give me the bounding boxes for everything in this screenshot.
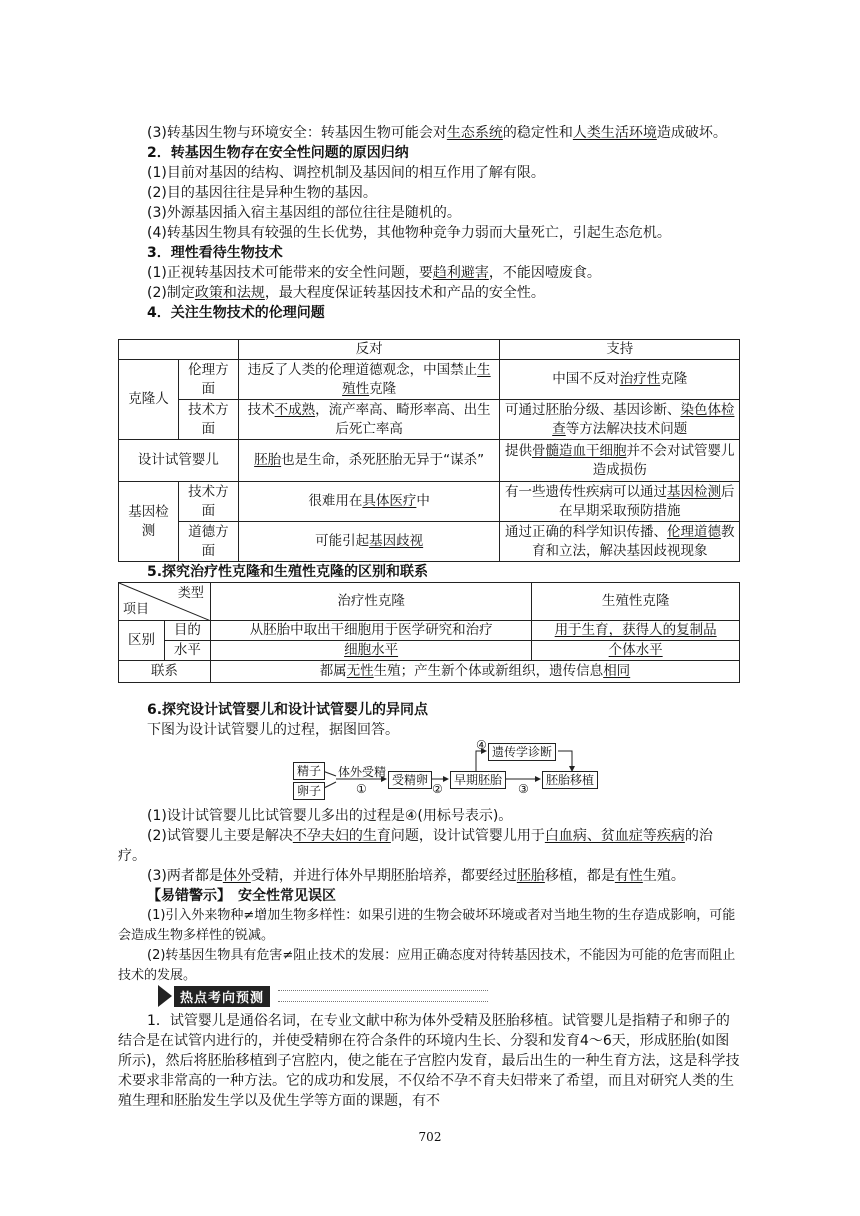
box-embryo-transfer: 胚胎移植	[542, 771, 598, 789]
ethics-table	[118, 339, 740, 562]
baby-support: 提供骨髓造血干细胞并不会对试管婴儿造成损伤	[500, 440, 740, 482]
sub-purpose: 目的	[164, 621, 210, 641]
answer-2: (2)试管婴儿主要是解决不孕夫妇的生育问题，设计试管婴儿用于白血病、贫血症等疾病的治疗。	[118, 828, 713, 864]
label-step-4: ④	[476, 738, 487, 752]
label-ivf: 体外受精	[338, 765, 387, 779]
heading-6: 6.探究设计试管婴儿和设计试管婴儿的异同点	[147, 702, 429, 718]
sub-gene-moral: 道德方面	[178, 522, 238, 562]
purpose-reproductive: 用于生育，获得人的复制品	[532, 621, 740, 641]
dotted-divider	[278, 990, 488, 1002]
header-reproductive: 生殖性克隆	[532, 583, 740, 621]
reason-1: (1)目前对基因的结构、调控机制及基因间的相互作用了解有限。	[147, 165, 545, 181]
clone-ethic-oppose: 违反了人类的伦理道德观念，中国禁止生殖性克隆	[238, 360, 500, 400]
warning-1: (1)引入外来物种≠增加生物多样性：如果引进的生物会破坏环境或者对当地生物的生存造成影响，可能会造成生物多样性的锐减。	[118, 908, 736, 943]
heading-2: 2．转基因生物存在安全性问题的原因归纳	[147, 145, 409, 161]
ivf-flow-diagram	[290, 738, 600, 800]
row-gene-test: 基因检测	[119, 482, 179, 562]
gene-tech-support: 有一些遗传性疾病可以通过基因检测后在早期采取预防措施	[500, 482, 740, 522]
sub-level: 水平	[164, 641, 210, 661]
header-therapeutic: 治疗性克隆	[210, 583, 531, 621]
label-step-2: ②	[432, 782, 443, 796]
row-difference: 区别	[119, 621, 165, 661]
reason-2: (2)目的基因往往是异种生物的基因。	[147, 185, 377, 201]
purpose-therapeutic: 从胚胎中取出干细胞用于医学研究和治疗	[210, 621, 531, 641]
heading-4: 4．关注生物技术的伦理问题	[147, 305, 325, 321]
label-step-1: ①	[356, 782, 367, 796]
heading-5: 5.探究治疗性克隆和生殖性克隆的区别和联系	[147, 564, 429, 580]
table-corner	[119, 340, 239, 360]
row-design-baby: 设计试管婴儿	[119, 440, 239, 482]
sub-ethic: 伦理方面	[178, 360, 238, 400]
hot-topic-banner	[158, 985, 488, 1007]
warning-title: 【易错警示】 安全性常见误区	[147, 888, 336, 904]
box-sperm: 精子	[293, 762, 325, 780]
answer-1: (1)设计试管婴儿比试管婴儿多出的过程是④(用标号表示)。	[147, 808, 513, 824]
box-early-embryo: 早期胚胎	[450, 771, 506, 789]
clone-tech-oppose: 技术不成熟，流产率高、畸形率高、出生后死亡率高	[238, 400, 500, 440]
row-clone: 克隆人	[119, 360, 179, 440]
hot-topic-label: 热点考向预测	[174, 986, 270, 1007]
row-link: 联系	[119, 661, 211, 683]
gene-moral-support: 通过正确的科学知识传播、伦理道德教育和立法，解决基因歧视现象	[500, 522, 740, 562]
reason-3: (3)外源基因插入宿主基因组的部位往往是随机的。	[147, 205, 461, 221]
header-oppose: 反对	[238, 340, 500, 360]
clone-ethic-support: 中国不反对治疗性克隆	[500, 360, 740, 400]
box-egg: 卵子	[293, 782, 325, 800]
box-zygote: 受精卵	[388, 771, 432, 789]
corner-item-label: 项目	[123, 602, 150, 617]
level-reproductive: 个体水平	[532, 641, 740, 661]
diagram-intro: 下图为设计试管婴儿的过程，据图回答。	[147, 722, 399, 738]
answer-3: (3)两者都是体外受精，并进行体外早期胚胎培养，都要经过胚胎移植，都是有性生殖。	[147, 868, 685, 884]
baby-oppose: 胚胎也是生命，杀死胚胎无异于“谋杀”	[238, 440, 500, 482]
corner-type-label: 类型	[177, 586, 204, 601]
gene-moral-oppose: 可能引起基因歧视	[238, 522, 500, 562]
table-corner-diagonal	[119, 583, 211, 621]
triangle-arrow-icon	[158, 985, 172, 1007]
section-6	[118, 700, 740, 740]
link-text: 都属无性生殖；产生新个体或新组织，遗传信息相同	[210, 661, 739, 683]
hot-question-block	[118, 1011, 740, 1111]
label-step-3: ③	[518, 782, 529, 796]
reason-4: (4)转基因生物具有较强的生长优势，其他物种竞争力弱而大量死亡，引起生态危机。	[147, 225, 671, 241]
gene-tech-oppose: 很难用在具体医疗中	[238, 482, 500, 522]
warning-2: (2)转基因生物具有危害≠阻止技术的发展：应用正确态度对待转基因技术，不能因为可能的危害而阻止技术的发展。	[118, 948, 736, 983]
sub-tech: 技术方面	[178, 400, 238, 440]
header-support: 支持	[500, 340, 740, 360]
sub-gene-tech: 技术方面	[178, 482, 238, 522]
section-6-answers	[118, 806, 740, 986]
clone-table	[118, 582, 740, 683]
view-1: (1)正视转基因技术可能带来的安全性问题，要趋利避害，不能因噎废食。	[147, 265, 601, 281]
hot-question-1: 1．试管婴儿是通俗名词，在专业文献中称为体外受精及胚胎移植。试管婴儿是指精子和卵子的结合是在试管内进行的，并使受精卵在符合条件的环境内生长、分裂和发育4～6天，形成胚胎(如图所示)，然后将胚胎移植到子宫腔内，使之能在子宫腔内发育，最后出生的一种生育方法，这是科学技术要求非常高的一种方法。它的成功和发展，不仅给不孕不育夫妇带来了希望，而且对研究人类的生殖生理和胚胎发生学以及优生学等方面的课题，有不	[118, 1013, 740, 1109]
level-therapeutic: 细胞水平	[210, 641, 531, 661]
text-block-intro	[118, 123, 740, 323]
page-number: 702	[418, 1130, 442, 1144]
paragraph-3: (3)转基因生物与环境安全：转基因生物可能会对生态系统的稳定性和人类生活环境造成破坏。	[147, 125, 727, 141]
box-genetic-diagnosis: 遗传学诊断	[488, 743, 556, 761]
view-2: (2)制定政策和法规，最大程度保证转基因技术和产品的安全性。	[147, 285, 545, 301]
clone-tech-support: 可通过胚胎分级、基因诊断、染色体检查等方法解决技术问题	[500, 400, 740, 440]
heading-3: 3．理性看待生物技术	[147, 245, 283, 261]
